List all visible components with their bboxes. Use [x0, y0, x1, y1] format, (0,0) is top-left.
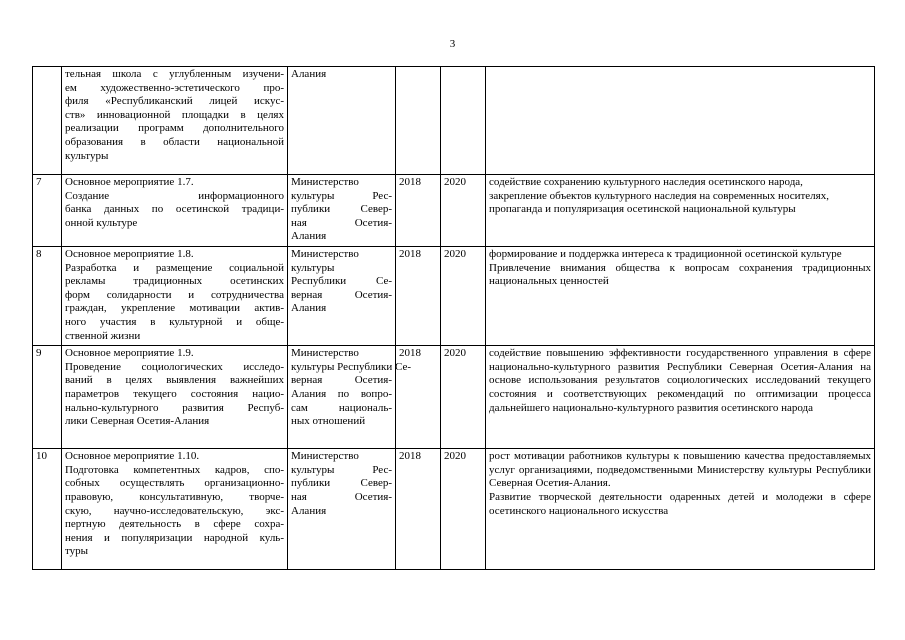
activity-description-line: банка данных по осетинской традици-: [65, 203, 284, 216]
activities-table: [32, 66, 875, 570]
activity-description-line: скую, научно-исследовательскую, экс-: [65, 504, 284, 517]
start-year: 2018: [396, 449, 441, 570]
responsible-organization-line: Министерство: [291, 347, 359, 360]
row-number: 10: [33, 449, 62, 570]
activity-description-line: нально-культурного развития Респуб-: [65, 401, 284, 414]
responsible-organization-line: ная Осетия-: [291, 216, 392, 229]
responsible-organization-line: сам националь-: [291, 401, 392, 414]
expected-result-paragraph: Развитие творческой деятельности одаренных детей и молодежи в сфере осетинского национального искусства: [489, 490, 871, 517]
activity-description-line: ств» инновационной площадки в целях: [65, 108, 284, 121]
end-year: 2020: [441, 449, 486, 570]
row-number: [33, 67, 62, 175]
activity-title: Основное мероприятие 1.7.: [65, 176, 194, 188]
table-row: [33, 246, 875, 345]
responsible-organization-line: ная Осетия-: [291, 490, 392, 503]
activity-description-cell: [62, 175, 288, 247]
expected-result-paragraph: пропаганда и популяризация осетинской национальной культуры: [489, 203, 796, 216]
responsible-organization-line: публики Север-: [291, 203, 392, 216]
activity-description-line: лики Северная Осетия-Алания: [65, 415, 210, 428]
activity-description-line: собных осуществлять организационно-: [65, 477, 284, 490]
responsible-organization-line: Министерство: [291, 176, 359, 188]
end-year: [441, 67, 486, 175]
responsible-organization-cell: [288, 246, 396, 345]
activity-description-line: параметров текущего состояния нацио-: [65, 387, 284, 400]
activity-description-line: культуры: [65, 149, 109, 162]
activity-description-line: правовую, консультативную, творче-: [65, 490, 284, 503]
responsible-organization-line: верная Осетия-: [291, 288, 392, 301]
activity-description-line: туры: [65, 545, 89, 558]
activity-title: Основное мероприятие 1.10.: [65, 450, 200, 463]
expected-result-paragraph: Привлечение внимания общества к вопросам сохранения традиционных национальных ценностей: [489, 261, 871, 288]
expected-results-cell: [486, 346, 875, 449]
responsible-organization-line: Алания: [291, 302, 327, 315]
row-number: 7: [33, 175, 62, 247]
table-row: [33, 449, 875, 570]
end-year: 2020: [441, 175, 486, 247]
responsible-organization-line: Алания: [291, 68, 327, 80]
start-year: [396, 67, 441, 175]
responsible-organization-line: культуры Рес-: [291, 463, 392, 476]
table-row: [33, 346, 875, 449]
responsible-organization-line: Министерство: [291, 450, 359, 463]
expected-result-paragraph: закрепление объектов культурного наследия на современных носителях,: [489, 189, 829, 202]
activity-description-line: Проведение социологических исследо-: [65, 360, 284, 373]
expected-result-paragraph: содействие повышению эффективности государственного управления в сфере национально-культурного развития Республики Северная Осетия-Алания на основе использования результатов социологических исследований текущего состояния и соответствующих рекомендаций по оптимизации процесса дальнейшего национально-культурного развития осетинского народа: [489, 347, 871, 414]
table-row: [33, 175, 875, 247]
responsible-organization-line: Алания по вопро-: [291, 387, 392, 400]
expected-results-cell: [486, 449, 875, 570]
activity-description-line: нения и популяризации народной куль-: [65, 531, 284, 544]
row-number: 9: [33, 346, 62, 449]
activity-description-line: граждан, укрепление мотивации актив-: [65, 302, 284, 315]
activity-description-line: Подготовка компетентных кадров, спо-: [65, 463, 284, 476]
responsible-organization-line: Алания: [291, 230, 327, 243]
responsible-organization-line: Республики Се-: [291, 275, 392, 288]
responsible-organization-line: Министерство: [291, 247, 359, 260]
responsible-organization-line: публики Север-: [291, 477, 392, 490]
expected-result-paragraph: формирование и поддержка интереса к традиционной осетинской культуре: [489, 247, 842, 260]
end-year: 2020: [441, 246, 486, 345]
activity-description-line: пертную деятельность в сфере сохра-: [65, 518, 284, 531]
activity-description-line: ем художественно-эстетического про-: [65, 81, 284, 94]
activity-description-cell: [62, 449, 288, 570]
activity-description-cell: [62, 246, 288, 345]
page-number: 3: [449, 38, 456, 50]
activity-description-line: форм солидарности и сотрудничества: [65, 288, 284, 301]
expected-results-cell: [486, 175, 875, 247]
responsible-organization-line: Алания: [291, 504, 327, 517]
responsible-organization-line: культуры Республики Се-: [291, 360, 412, 373]
activity-description-line: Создание информационного: [65, 189, 284, 202]
activity-title: Основное мероприятие 1.8.: [65, 247, 194, 260]
activity-description-cell: [62, 67, 288, 175]
expected-results-cell: [486, 246, 875, 345]
activity-description-line: рекламы традиционных осетинских: [65, 275, 284, 288]
activity-description-line: ственной жизни: [65, 329, 141, 342]
responsible-organization-line: ных отношений: [291, 415, 366, 428]
expected-result-paragraph: рост мотивации работников культуры к повышению качества предоставляемых услуг организациями, подведомственными Министерству культуры Республики Северная Осетия-Алания.: [489, 450, 871, 490]
responsible-organization-cell: [288, 175, 396, 247]
start-year: 2018: [396, 346, 441, 449]
activity-description-line: филя «Республиканский лицей искус-: [65, 95, 284, 108]
responsible-organization-line: культуры: [291, 261, 335, 274]
responsible-organization-line: верная Осетия-: [291, 374, 392, 387]
activity-description-line: образования в области национальной: [65, 135, 284, 148]
responsible-organization-line: культуры Рес-: [291, 189, 392, 202]
activity-description-line: онной культуре: [65, 216, 138, 229]
end-year: 2020: [441, 346, 486, 449]
responsible-organization-cell: [288, 449, 396, 570]
table-row: [33, 67, 875, 175]
activity-title: Основное мероприятие 1.9.: [65, 347, 194, 360]
activity-description-line: ваний в целях выявления важнейших: [65, 374, 284, 387]
activity-description-line: Разработка и размещение социальной: [65, 261, 284, 274]
activity-description-cell: [62, 346, 288, 449]
activity-description-line: реализации программ дополнительного: [65, 122, 284, 135]
responsible-organization-cell: [288, 67, 396, 175]
activity-description-line: ного участия в культурной и обще-: [65, 315, 284, 328]
activity-description-line: тельная школа с углубленным изучени-: [65, 68, 284, 80]
start-year: 2018: [396, 175, 441, 247]
expected-results-cell: [486, 67, 875, 175]
start-year: 2018: [396, 246, 441, 345]
row-number: 8: [33, 246, 62, 345]
expected-result-paragraph: содействие сохранению культурного наследия осетинского народа,: [489, 176, 803, 188]
